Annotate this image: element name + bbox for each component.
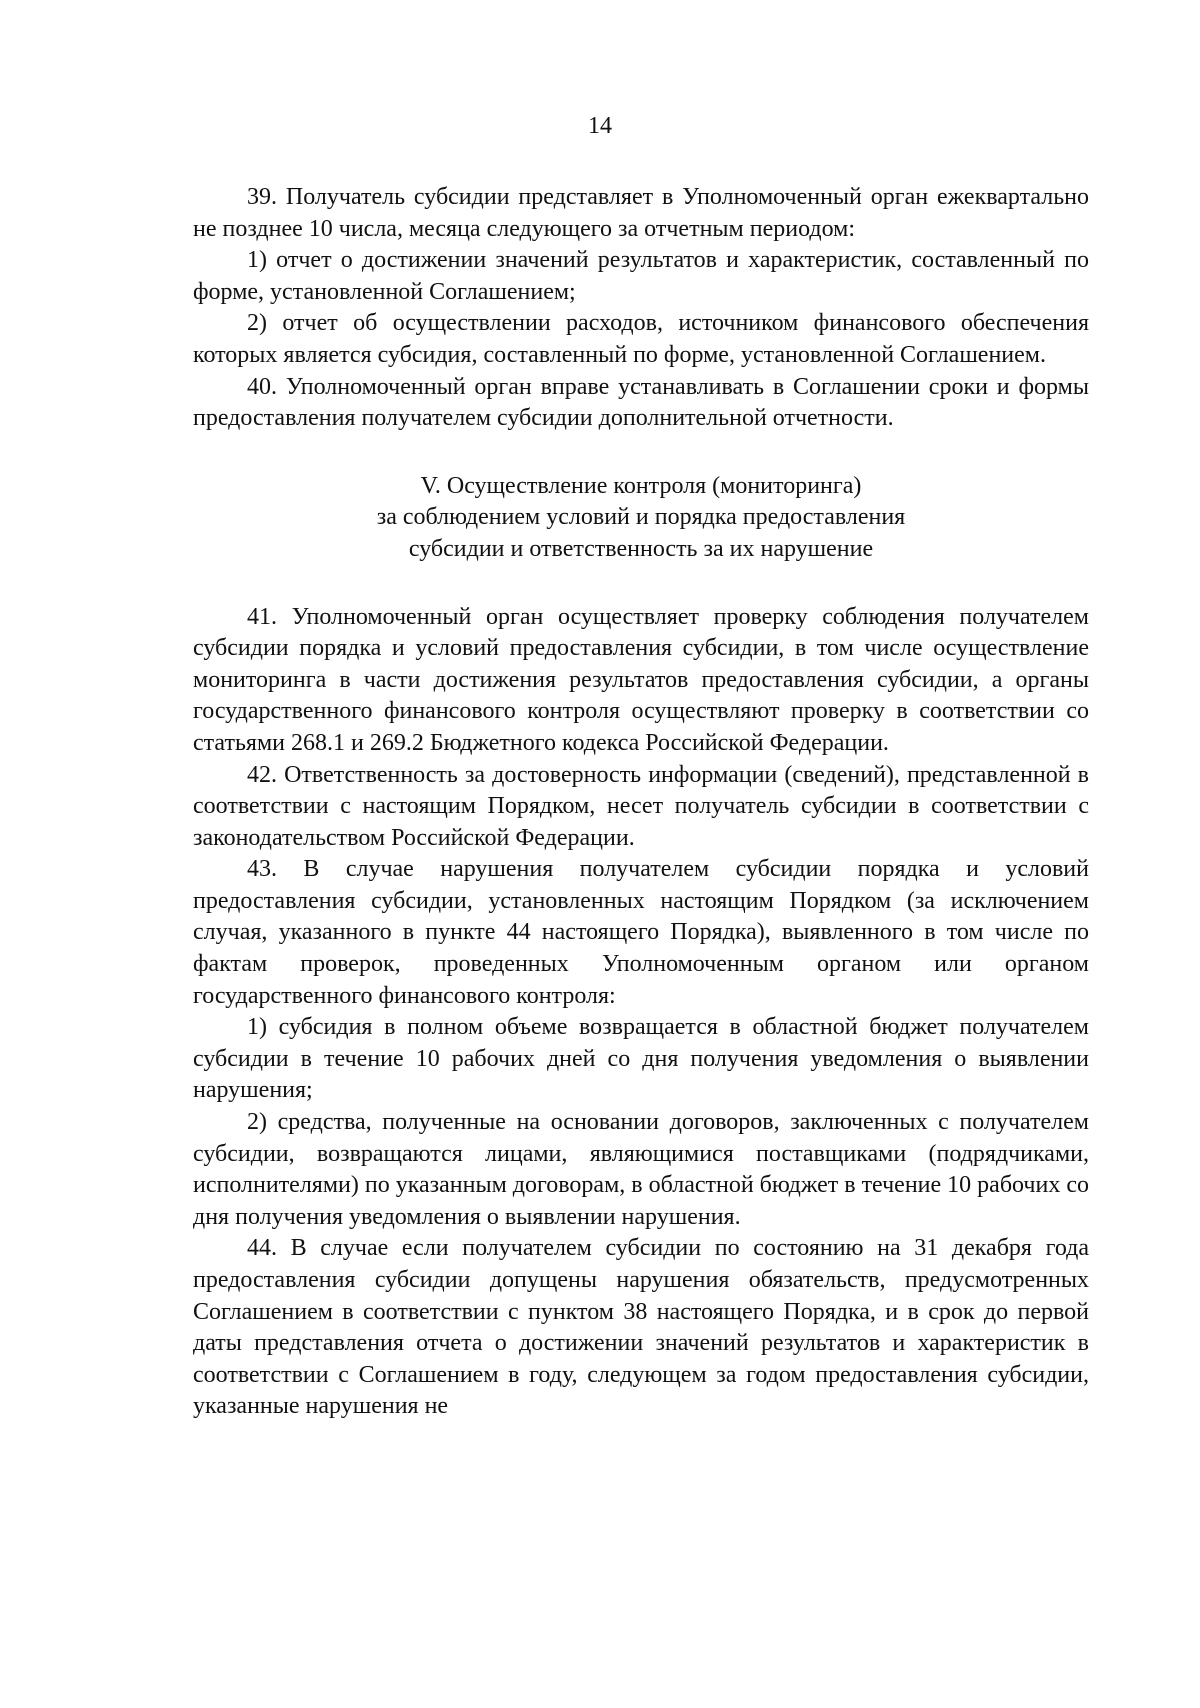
paragraph-43-item-2: 2) средства, полученные на основании договоров, заключенных с получателем субсидии, возвращаются лицами, являющимися поставщиками (подрядчиками, исполнителями) по указанным договорам, в областной бюджет в течение 10 рабочих со дня получения уведомления о выявлении нарушения. xyxy=(193,1109,1089,1230)
section-heading-line-2: за соблюдением условий и порядка предоставления xyxy=(376,504,906,531)
section-heading xyxy=(193,471,1089,566)
page-number: 14 xyxy=(588,113,612,139)
paragraph-44: 44. В случае если получателем субсидии по состоянию на 31 декабря года предоставления субсидии допущены нарушения обязательств, предусмотренных Соглашением в соответствии с пунктом 38 настоящего Порядка, и в срок до первой даты представления отчета о достижении значений результатов и характеристик в соответствии с Соглашением в году, следующем за годом предоставления субсидии, указанные нарушения не xyxy=(193,1235,1089,1420)
paragraph-39-item-1: 1) отчет о достижении значений результатов и характеристик, составленный по форме, установленной Соглашением; xyxy=(193,247,1089,305)
paragraph-39-item-2: 2) отчет об осуществлении расходов, источником финансового обеспечения которых является субсидия, составленный по форме, установленной Соглашением. xyxy=(193,310,1089,368)
paragraph-40: 40. Уполномоченный орган вправе устанавливать в Соглашении сроки и формы предоставления получателем субсидии дополнительной отчетности. xyxy=(193,373,1089,432)
paragraph-39: 39. Получатель субсидии представляет в Уполномоченный орган ежеквартально не позднее 10 числа, месяца следующего за отчетным периодом: xyxy=(193,184,1089,242)
section-heading-line-1: V. Осуществление контроля (мониторинга) xyxy=(420,472,862,499)
paragraph-41: 41. Уполномоченный орган осуществляет проверку соблюдения получателем субсидии порядка и условий предоставления субсидии, в том числе осуществление мониторинга в части достижения результатов предоставления субсидии, а органы государственного финансового контроля осуществляют проверку в соответствии со статьями 268.1 и 269.2 Бюджетного кодекса Российской Федерации. xyxy=(193,603,1089,756)
document-body xyxy=(193,182,1089,1423)
paragraph-43: 43. В случае нарушения получателем субсидии порядка и условий предоставления субсидии, установленных настоящим Порядком (за исключением случая, указанного в пункте 44 настоящего Порядка), выявленного в том числе по фактам проверок, проведенных Уполномоченным органом или органом государственного финансового контроля: xyxy=(193,856,1089,1009)
paragraph-43-item-1: 1) субсидия в полном объеме возвращается в областной бюджет получателем субсидии в течение 10 рабочих дней со дня получения уведомления о выявлении нарушения; xyxy=(193,1014,1089,1104)
section-heading-line-3: субсидии и ответственность за их нарушение xyxy=(408,535,874,562)
paragraph-42: 42. Ответственность за достоверность информации (сведений), представленной в соответствии с настоящим Порядком, несет получатель субсидии в соответствии с законодательством Российской Федерации. xyxy=(193,761,1089,851)
